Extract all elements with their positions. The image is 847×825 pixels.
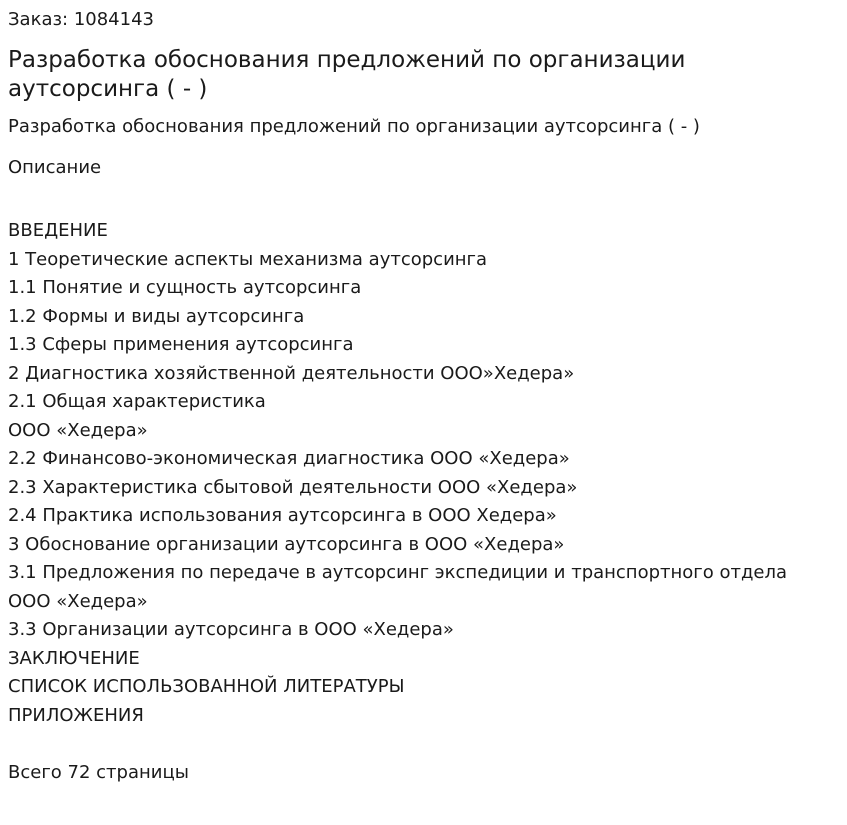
toc-item: 1.3 Сферы применения аутсорсинга bbox=[8, 334, 354, 355]
toc-item: ООО «Хедера» bbox=[8, 419, 148, 441]
page-subtitle: Разработка обоснования предложений по организации аутсорсинга ( - ) bbox=[8, 116, 700, 137]
toc-item: СПИСОК ИСПОЛЬЗОВАННОЙ ЛИТЕРАТУРЫ bbox=[8, 676, 405, 697]
order-number: Заказ: 1084143 bbox=[8, 9, 154, 30]
toc-item: 2 Диагностика хозяйственной деятельности ООО»Хедера» bbox=[8, 362, 575, 384]
toc-item: 2.3 Характеристика сбытовой деятельности ООО «Хедера» bbox=[8, 476, 578, 498]
document-page bbox=[8, 9, 840, 785]
table-of-contents bbox=[8, 217, 840, 730]
toc-item: 1.2 Формы и виды аутсорсинга bbox=[8, 305, 305, 327]
toc-item: ООО «Хедера» bbox=[8, 590, 148, 612]
description-heading: Описание bbox=[8, 157, 102, 178]
toc-item: ВВЕДЕНИЕ bbox=[8, 220, 108, 241]
toc-item: 1.1 Понятие и сущность аутсорсинга bbox=[8, 277, 362, 298]
toc-item: ПРИЛОЖЕНИЯ bbox=[8, 704, 144, 726]
toc-item: 3 Обоснование организации аутсорсинга в ООО «Хедера» bbox=[8, 533, 565, 555]
toc-item: 2.1 Общая характеристика bbox=[8, 391, 266, 412]
toc-item: ЗАКЛЮЧЕНИЕ bbox=[8, 647, 140, 669]
toc-item: 3.3 Организации аутсорсинга в ООО «Хедера» bbox=[8, 619, 454, 640]
toc-item: 2.4 Практика использования аутсорсинга в ООО Хедера» bbox=[8, 505, 557, 526]
toc-item: 2.2 Финансово-экономическая диагностика ООО «Хедера» bbox=[8, 448, 570, 469]
toc-item: 1 Теоретические аспекты механизма аутсорсинга bbox=[8, 248, 488, 270]
page-title: Разработка обоснования предложений по организации аутсорсинга ( - ) bbox=[8, 47, 686, 102]
page-count: Всего 72 страницы bbox=[8, 762, 189, 783]
toc-item: 3.1 Предложения по передаче в аутсорсинг экспедиции и транспортного отдела bbox=[8, 562, 788, 583]
